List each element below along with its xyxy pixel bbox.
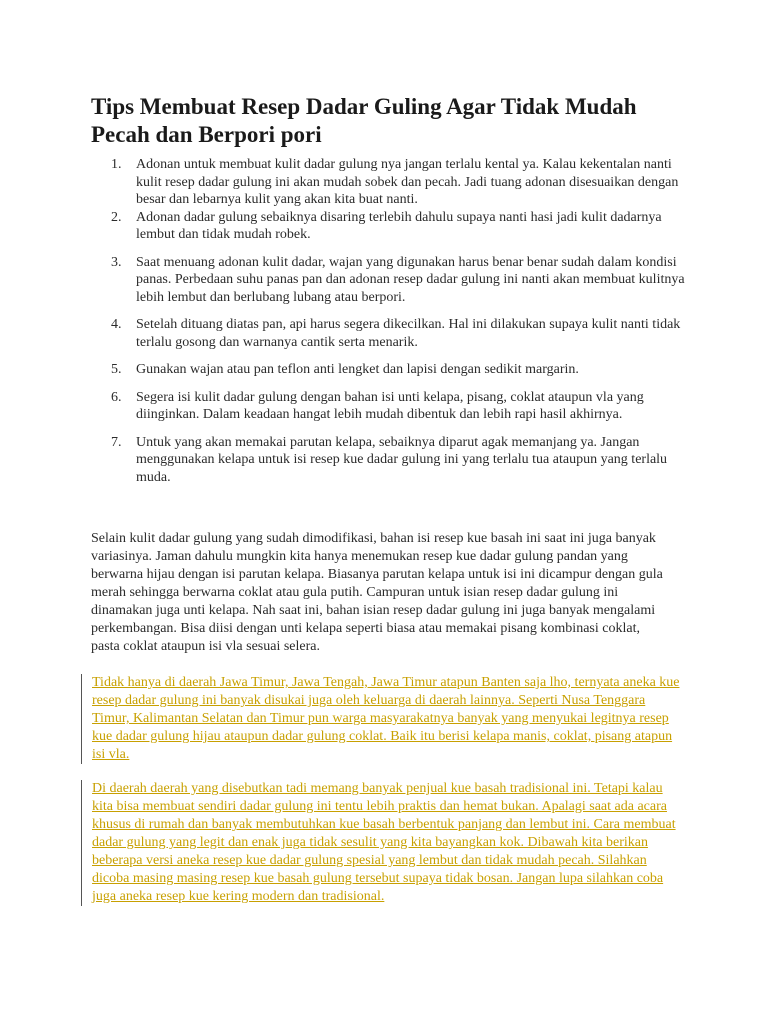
body-paragraph: Selain kulit dadar gulung yang sudah dimodifikasi, bahan isi resep kue basah ini saat ini juga banyak variasinya. Jaman dahulu mungkin kita hanya menemukan resep kue dadar gulung pandan yang berwarna hijau dengan isi parutan kelapa. Biasanya parutan kelapa untuk isi ini dicampur dengan gula merah sehingga berwarna coklat atau gula putih. Campuran untuk isian resep dadar gulung ini dinamakan juga unti kelapa. Nah saat ini, bahan isian resep dadar gulung ini juga banyak mengalami perkembangan. Bisa diisi dengan unti kelapa seperti biasa atau memakai pisang kombinasi coklat, pasta coklat ataupun isi vla sesuai selera.	[91, 531, 663, 654]
list-item-number: 5.	[111, 362, 122, 377]
list-item	[91, 254, 687, 307]
list-item	[91, 316, 687, 351]
list-item-text: Setelah dituang diatas pan, api harus segera dikecilkan. Hal ini dilakukan supaya kulit nanti tidak terlalu gosong dan warnanya cantik serta menarik.	[136, 317, 681, 350]
list-item-text: Saat menuang adonan kulit dadar, wajan yang digunakan harus benar benar sudah dalam kondisi panas. Perbedaan suhu panas pan dan adonan resep dadar gulung ini nanti akan membuat kulitnya lebih lembut dan berlubang lubang atau berpori.	[136, 254, 685, 305]
list-item-number: 1.	[111, 157, 122, 172]
list-item	[91, 434, 687, 487]
list-item	[91, 209, 687, 244]
list-item-number: 6.	[111, 389, 122, 405]
list-item	[91, 156, 687, 209]
tips-list	[91, 156, 687, 486]
document-title: Tips Membuat Resep Dadar Guling Agar Tidak Mudah Pecah dan Berpori pori	[91, 94, 637, 147]
list-item-text: Segera isi kulit dadar gulung dengan bahan isi unti kelapa, pisang, coklat ataupun vla yang diinginkan. Dalam keadaan hangat lebih mudah dibentuk dan lebih rapi hasil akhirnya.	[136, 389, 644, 422]
list-item-text: Untuk yang akan memakai parutan kelapa, sebaiknya diparut agak memanjang ya. Jangan menggunakan kelapa untuk isi resep kue dadar gulung ini yang terlalu tua ataupun yang terlalu muda.	[136, 434, 668, 485]
list-item-number: 3.	[111, 254, 122, 270]
list-item	[91, 389, 687, 424]
list-item-text: Adonan untuk membuat kulit dadar gulung nya jangan terlalu kental ya. Kalau kekentalan nanti kulit resep dadar gulung ini akan mudah sobek dan pecah. Jadi tuang adonan disesuaikan dengan besar dan lebarnya kulit yang akan kita buat nanti.	[136, 157, 679, 207]
list-item-number: 7.	[111, 434, 122, 450]
list-item	[91, 361, 687, 379]
list-item-text: Gunakan wajan atau pan teflon anti lengket dan lapisi dengan sedikit margarin.	[136, 362, 579, 377]
list-item-text: Adonan dadar gulung sebaiknya disaring terlebih dahulu supaya nanti hasi jadi kulit dadarnya lembut dan tidak mudah robek.	[136, 209, 662, 242]
quote-link-block-2[interactable]: Di daerah daerah yang disebutkan tadi memang banyak penjual kue basah tradisional ini. Tetapi kalau kita bisa membuat sendiri dadar gulung ini tentu lebih praktis dan hemat bukan. Apalagi saat ada acara khusus di rumah dan banyak membutuhkan kue basah berbentuk panjang dan lembut ini. Cara membuat dadar gulung yang legit dan enak juga tidak sesulit yang kita bayangkan kok. Dibawah kita berikan beberapa versi aneka resep kue dadar gulung spesial yang lembut dan tidak mudah pecah. Silahkan dicoba masing masing resep kue basah gulung tersebut supaya tidak bosan. Jangan lupa silahkan coba juga aneka resep kue kering modern dan tradisional.	[81, 780, 681, 906]
list-item-number: 2.	[111, 209, 122, 225]
quote-link-block-1[interactable]: Tidak hanya di daerah Jawa Timur, Jawa Tengah, Jawa Timur atapun Banten saja lho, ternyata aneka kue resep dadar gulung ini banyak disukai juga oleh keluarga di daerah lainnya. Seperti Nusa Tenggara Timur, Kalimantan Selatan dan Timur pun warga masyarakatnya banyak yang menyukai legitnya resep kue dadar gulung hijau ataupun dadar gulung coklat. Baik itu berisi kelapa manis, coklat, pisang atapun isi vla.	[81, 674, 681, 764]
list-item-number: 4.	[111, 317, 122, 332]
